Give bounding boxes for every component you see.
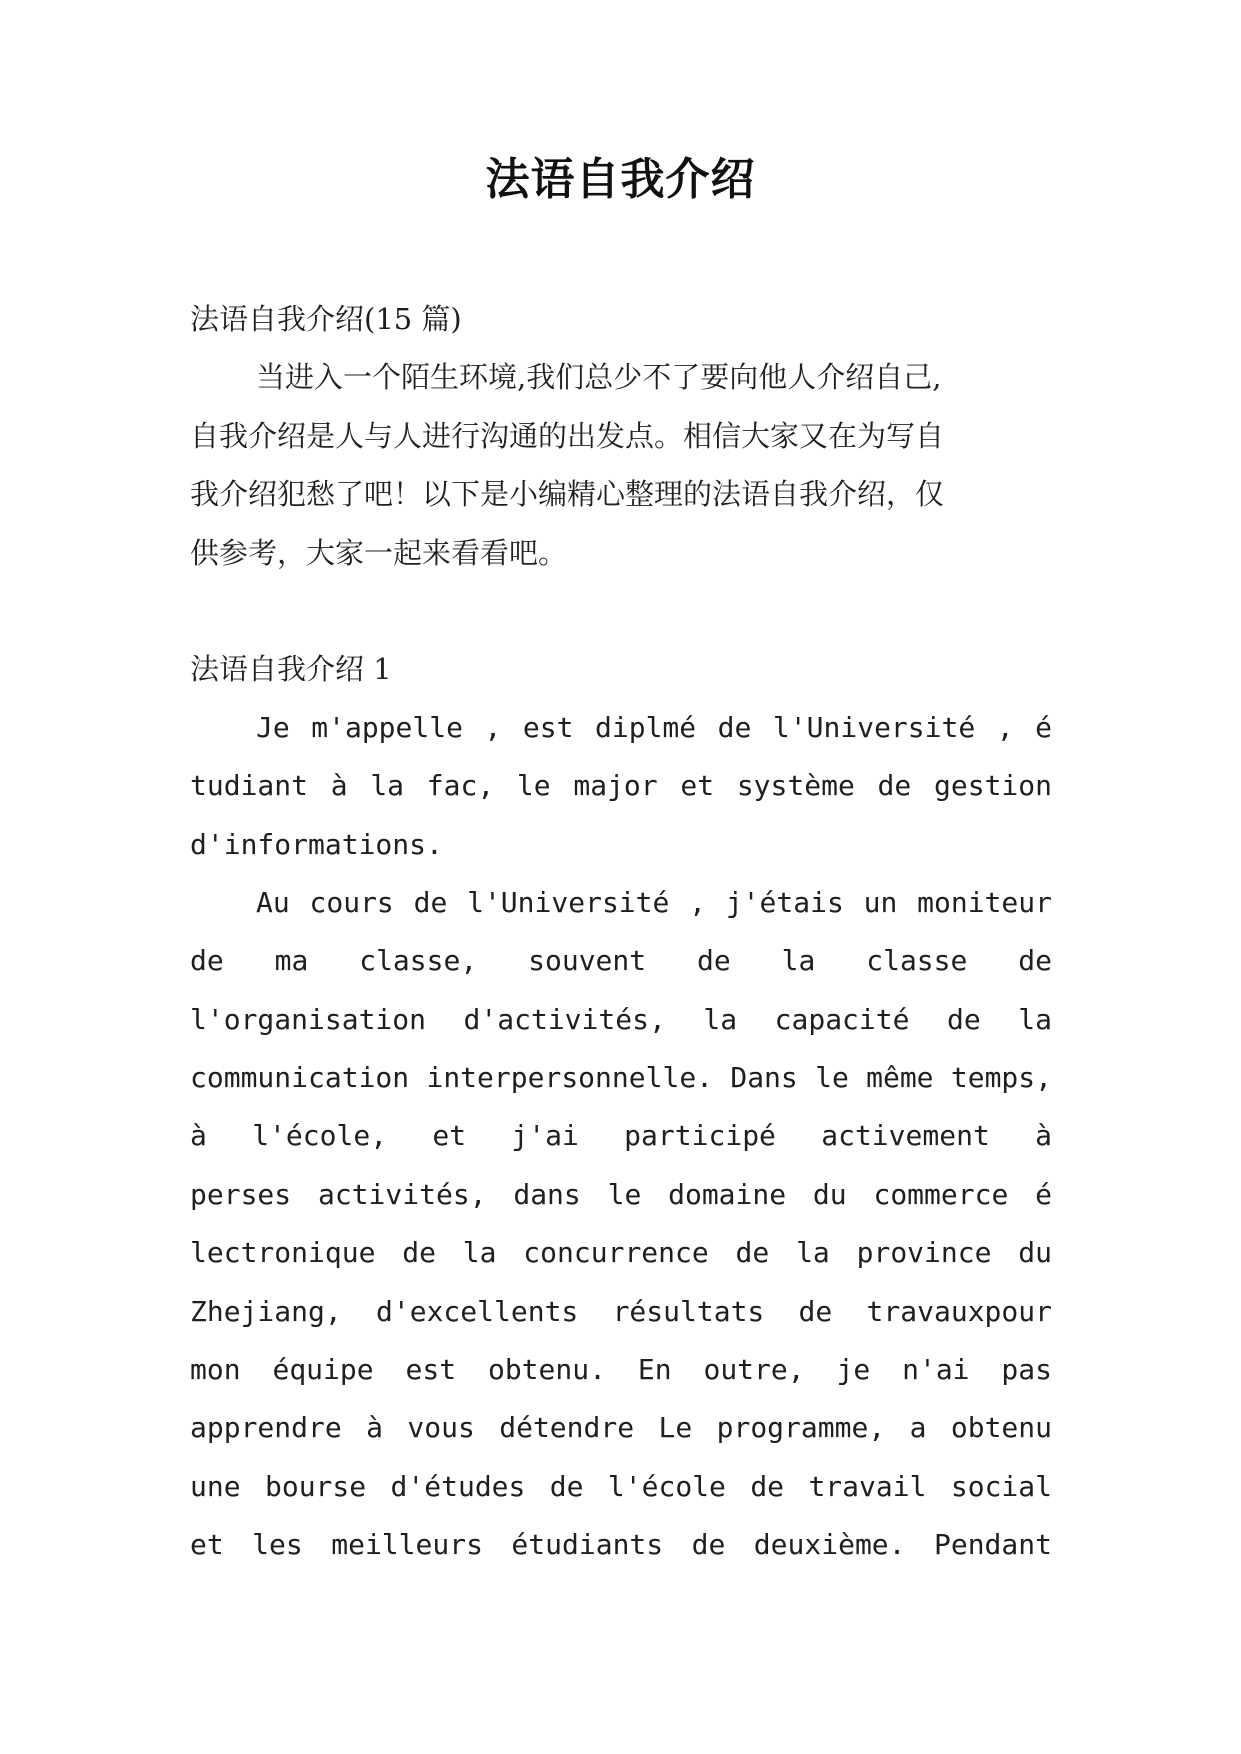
intro-line-4: 供参考，大家一起来看看吧。 [190,535,568,570]
document-body [190,290,1052,1575]
para2-line-10: apprendre à vous détendre Le programme, a obtenu [190,1411,1052,1445]
para2-line-9: mon équipe est obtenu. En outre, je n'ai pas [190,1353,1052,1387]
para2-line-11: une bourse d'études de l'école de travail social [190,1469,1052,1503]
para2-line-1: Au cours de l'Université , j'étais un moniteur [256,885,1052,919]
section1-heading: 法语自我介绍 1 [190,652,392,687]
para2-line-3: l'organisation d'activités, la capacité de la [190,1002,1052,1036]
para2-line-2: de ma classe, souvent de la classe de [190,944,1052,978]
section-spacer [190,582,1052,640]
intro-line-2: 自我介绍是人与人进行沟通的出发点。相信大家又在为写自 [190,418,945,453]
para2-line-7: lectronique de la concurrence de la province du [190,1236,1052,1270]
para2-line-5: à l'école, et j'ai participé activement à [190,1119,1052,1153]
document-subtitle: 法语自我介绍(15 篇) [190,302,462,336]
intro-line-1: 当进入一个陌生环境,我们总少不了要向他人介绍自己, [256,360,942,395]
para2-line-4: communication interpersonnelle. Dans le même temps, [190,1061,1052,1095]
para1-line-1: Je m'appelle , est diplmé de l'Université , é [256,710,1052,744]
para2-line-6: perses activités, dans le domaine du commerce é [190,1177,1052,1211]
document-title: 法语自我介绍 [485,154,756,205]
para1-line-2: tudiant à la fac, le major et système de gestion [190,769,1052,803]
para2-line-12: et les meilleurs étudiants de deuxième. Pendant [190,1528,1052,1562]
para2-line-8: Zhejiang, d'excellents résultats de travauxpour [190,1294,1052,1328]
para1-line-3: d'informations. [190,827,443,861]
intro-line-3: 我介绍犯愁了吧！以下是小编精心整理的法语自我介绍，仅 [190,477,945,512]
